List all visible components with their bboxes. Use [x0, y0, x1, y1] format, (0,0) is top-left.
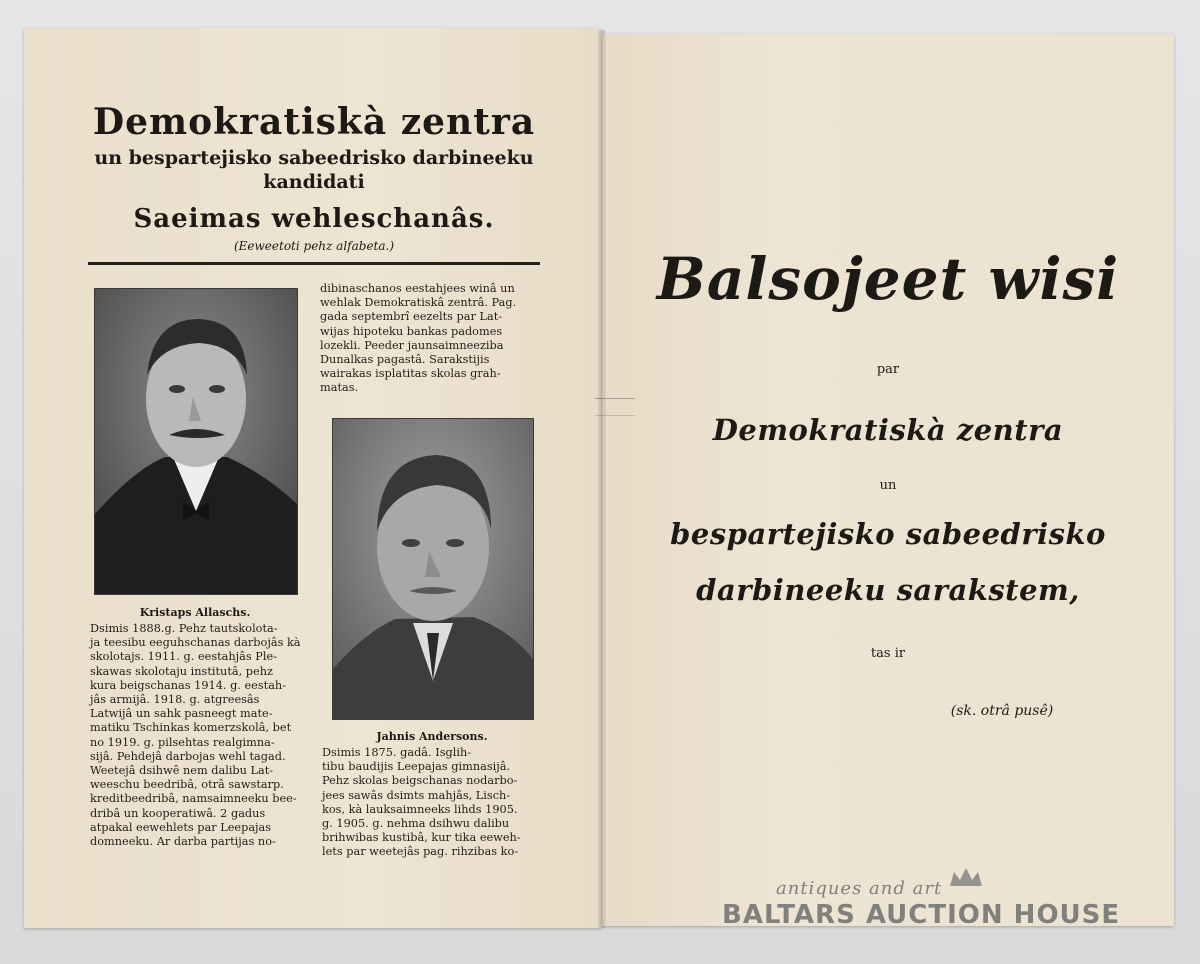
text-line: skolotajs. 1911. g. eestahjâs Ple- — [90, 650, 278, 664]
text-line: lozekli. Peeder jaunsaimneeziba — [320, 338, 504, 352]
text-line: Dunalkas pagastâ. Sarakstijis — [320, 353, 490, 367]
text-line: Latwijâ un sahk pasneegt mate- — [90, 707, 273, 721]
party-line-3: darbineeku sarakstem, — [696, 573, 1080, 607]
word-par: par — [876, 362, 900, 377]
fold-tear — [595, 398, 635, 416]
text-line: ja teesibu eeguhschanas darbojâs kà — [90, 636, 301, 650]
text-line: matiku Tschinkas komerzskolâ, bet — [90, 721, 292, 735]
text-line: wehlak Demokratiskâ zentrâ. Pag. — [320, 296, 517, 310]
subtitle-line-1: un bespartejisko sabeedrisko darbineeku — [94, 147, 534, 169]
text-line: jees sawâs dsimts mahjâs, Lisch- — [322, 788, 511, 802]
text-line: Weetejâ dsihwê nem dalibu Lat- — [90, 764, 274, 778]
text-line: atpakal eewehlets par Leepajas — [90, 820, 272, 834]
text-line: kura beigschanas 1914. g. eestah- — [90, 678, 287, 692]
text-line: wijas hipoteku bankas padomes — [320, 324, 503, 338]
text-line: sijâ. Pehdejâ darbojas wehl tagad. — [90, 749, 286, 763]
watermark-tagline: antiques and art — [776, 878, 943, 899]
text-line: skawas skolotaju institutâ, pehz — [90, 664, 273, 678]
person1-bio — [90, 622, 304, 849]
text-line: matas. — [320, 381, 359, 395]
ordering-note: (Eeweetoti pehz alfabeta.) — [233, 239, 395, 253]
subtitle-line-2: kandidati — [263, 171, 365, 193]
word-un: un — [879, 478, 897, 493]
text-line: Dsimis 1888.g. Pehz tautskolota- — [90, 622, 278, 635]
person2-bio — [322, 746, 542, 860]
subtitle-line-3: Saeimas wehleschanâs. — [133, 204, 495, 234]
person1-name: Kristaps Allaschs. — [139, 606, 251, 619]
person2-name: Jahnis Andersons. — [376, 730, 488, 743]
party-line-2: bespartejisko sabeedrisko — [670, 517, 1106, 551]
text-line: Dsimis 1875. gadâ. Isglih- — [322, 746, 472, 759]
portrait-kristaps-allaschs — [94, 288, 298, 595]
center-fold — [598, 30, 606, 928]
text-line: no 1919. g. pilsehtas realgimna- — [90, 735, 275, 749]
text-line: wairakas isplatitas skolas grah- — [320, 367, 501, 381]
text-line: Pehz skolas beigschanas nodarbo- — [322, 774, 518, 788]
page-title: Demokratiskà zentra — [92, 101, 536, 143]
header-rule — [88, 262, 540, 265]
left-page — [24, 28, 602, 928]
text-line: gada septembrî eezelts par Lat- — [320, 310, 503, 324]
text-line: tibu baudijis Leepajas gimnasijâ. — [322, 760, 511, 774]
text-line: domneeku. Ar darba partijas no- — [90, 835, 276, 849]
text-line: brihwibas kustibâ, kur tika eeweh- — [322, 831, 521, 845]
watermark-brand: BALTARS AUCTION HOUSE — [722, 900, 1121, 930]
headline: Balsojeet wisi — [656, 245, 1120, 313]
text-line: lets par weetejâs pag. rihzibas ko- — [322, 845, 519, 859]
text-line: g. 1905. g. nehma dsihwu dalibu — [322, 817, 510, 831]
word-tas-ir: tas ir — [870, 646, 906, 661]
text-line: kreditbeedribâ, namsaimneeku bee- — [90, 792, 297, 806]
text-line: weeschu beedribâ, otrâ sawstarp. — [90, 778, 284, 792]
right-page — [602, 34, 1174, 926]
party-line-1: Demokratiskà zentra — [712, 413, 1064, 447]
text-line: dribâ un kooperatiwâ. 2 gadus — [90, 806, 266, 820]
column-top-right — [320, 282, 540, 396]
text-line: jâs armijâ. 1918. g. atgreesâs — [90, 693, 260, 707]
text-line: dibinaschanos eestahjees winâ un — [320, 282, 515, 295]
text-line: kos, kà lauksaimneeks lihds 1905. — [322, 802, 518, 816]
portrait-jahnis-andersons — [332, 418, 534, 720]
see-other-side-note: (sk. otrâ pusê) — [950, 703, 1054, 719]
